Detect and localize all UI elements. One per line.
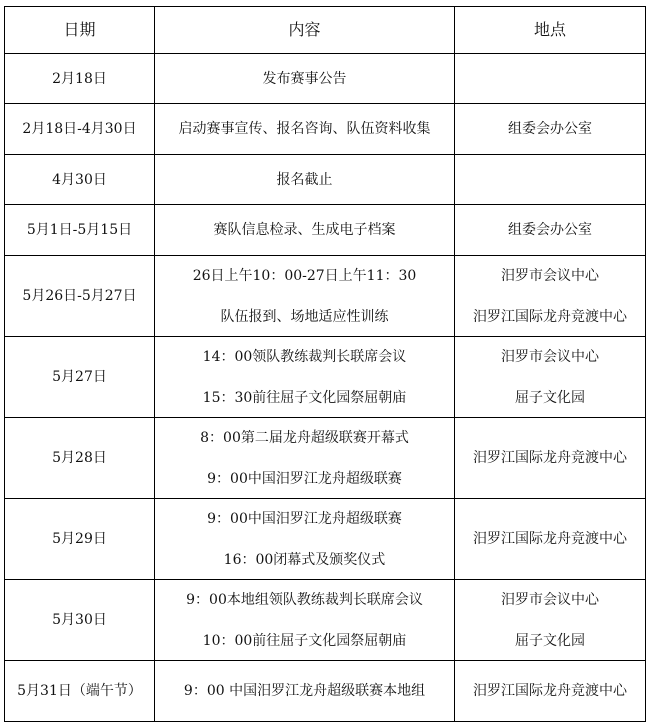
content-line: 9：00 中国汨罗江龙舟超级联赛本地组: [183, 683, 426, 699]
content-line: 启动赛事宣传、报名咨询、队伍资料收集: [178, 121, 431, 137]
content-cell: [155, 205, 455, 256]
table-row: [5, 205, 646, 256]
table-row: [5, 499, 646, 580]
location-cell: [455, 418, 646, 499]
content-line: 15：30前往屈子文化园祭屈朝庙: [202, 389, 407, 406]
table-row: [5, 104, 646, 155]
header-location: 地点: [455, 7, 646, 54]
date-cell: 4月30日: [5, 155, 155, 205]
location-line: 屈子文化园: [515, 389, 585, 406]
content-line: 9：00中国汨罗江龙舟超级联赛: [207, 510, 402, 527]
table-row: [5, 580, 646, 661]
date-cell: 5月26日-5月27日: [5, 256, 155, 337]
location-cell: [455, 337, 646, 418]
content-cell: [155, 54, 455, 104]
location-line: 汨罗市会议中心: [501, 267, 599, 284]
date-cell: 2月18日-4月30日: [5, 104, 155, 155]
location-line: 屈子文化园: [515, 632, 585, 649]
content-line: 发布赛事公告: [262, 70, 347, 87]
table-row: [5, 54, 646, 104]
content-line: 队伍报到、场地适应性训练: [220, 308, 389, 325]
content-cell: [155, 499, 455, 580]
header-row: [5, 7, 646, 54]
table-row: [5, 155, 646, 205]
date-cell: 5月29日: [5, 499, 155, 580]
date-cell: 5月30日: [5, 580, 155, 661]
location-line: 组委会办公室: [508, 222, 592, 238]
location-line: 汨罗市会议中心: [501, 348, 599, 365]
location-cell: [455, 256, 646, 337]
location-line: 汨罗江国际龙舟竞渡中心: [473, 531, 627, 547]
content-line: 9：00中国汨罗江龙舟超级联赛: [207, 470, 402, 487]
content-line: 报名截止: [276, 171, 333, 188]
location-cell: [455, 661, 646, 722]
location-cell: [455, 499, 646, 580]
location-cell: [455, 104, 646, 155]
date-cell: 5月27日: [5, 337, 155, 418]
header-content: 内容: [155, 7, 455, 54]
table-row: [5, 418, 646, 499]
location-cell: [455, 580, 646, 661]
content-line: 10：00前往屈子文化园祭屈朝庙: [202, 632, 407, 649]
content-line: 8：00第二届龙舟超级联赛开幕式: [200, 429, 409, 446]
content-cell: [155, 418, 455, 499]
table-row: [5, 256, 646, 337]
table-row: [5, 337, 646, 418]
date-cell: 5月1日-5月15日: [5, 205, 155, 256]
content-cell: [155, 256, 455, 337]
location-cell: [455, 205, 646, 256]
date-cell: 5月28日: [5, 418, 155, 499]
content-line: 14：00领队教练裁判长联席会议: [202, 348, 407, 365]
content-line: 赛队信息检录、生成电子档案: [213, 222, 396, 238]
content-line: 16：00闭幕式及颁奖仪式: [223, 551, 386, 568]
content-cell: [155, 661, 455, 722]
date-cell: 5月31日（端午节）: [5, 661, 155, 722]
location-line: 组委会办公室: [508, 121, 592, 137]
table-row: [5, 661, 646, 722]
header-date: 日期: [5, 7, 155, 54]
location-cell: [455, 155, 646, 205]
location-line: 汨罗江国际龙舟竞渡中心: [473, 683, 627, 699]
location-line: 汨罗江国际龙舟竞渡中心: [473, 450, 627, 466]
schedule-table: [4, 6, 646, 722]
location-line: 汨罗市会议中心: [501, 591, 599, 608]
content-cell: [155, 155, 455, 205]
content-line: 9：00本地组领队教练裁判长联席会议: [186, 591, 423, 608]
content-line: 26日上午10：00-27日上午11：30: [192, 267, 417, 284]
date-cell: 2月18日: [5, 54, 155, 104]
content-cell: [155, 337, 455, 418]
location-cell: [455, 54, 646, 104]
location-line: 汨罗江国际龙舟竞渡中心: [473, 308, 627, 325]
content-cell: [155, 580, 455, 661]
content-cell: [155, 104, 455, 155]
